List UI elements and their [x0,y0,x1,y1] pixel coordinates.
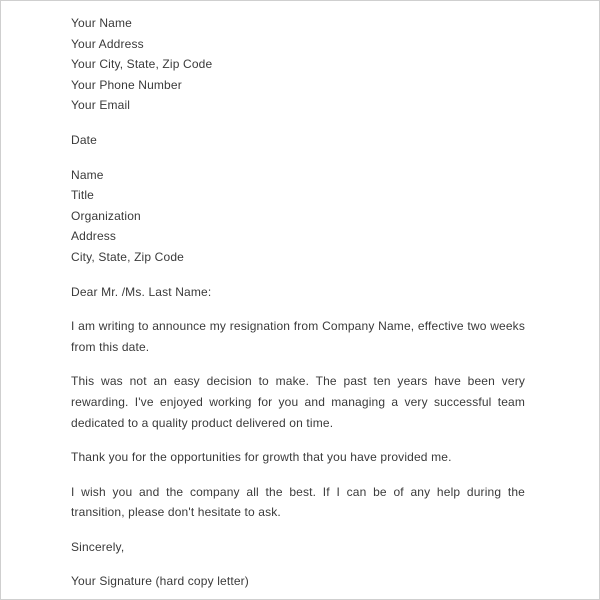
recipient-city-state-zip: City, State, Zip Code [71,249,184,264]
sender-address: Your Address [71,36,144,51]
recipient-address: Address [71,229,117,244]
recipient-name: Name [71,167,104,182]
body-paragraph-2: This was not an easy decision to make. The past ten years have been very rewarding. I've enjoyed working for you and managing a very successful team dedicated to a quality product delivered on time. [71,374,525,430]
recipient-title: Title [71,188,94,203]
date-block [71,130,525,151]
signature: Your Signature (hard copy letter) [71,574,249,589]
letter-date: Date [71,132,97,147]
sender-block [71,13,525,116]
resignation-letter [71,13,525,592]
salutation-block [71,282,525,303]
sender-phone: Your Phone Number [71,77,182,92]
body-paragraph-1: I am writing to announce my resignation from Company Name, effective two weeks from this date. [71,319,525,354]
closing: Sincerely, [71,539,125,554]
body-paragraph-3: Thank you for the opportunities for growth that you have provided me. [71,450,452,465]
recipient-organization: Organization [71,208,141,223]
recipient-block [71,165,525,268]
salutation: Dear Mr. /Ms. Last Name: [71,284,212,299]
body-paragraph-4: I wish you and the company all the best. If I can be of any help during the transition, please don't hesitate to ask. [71,484,525,520]
sender-email: Your Email [71,98,131,113]
sender-city-state-zip: Your City, State, Zip Code [71,57,213,72]
sender-name: Your Name [71,16,132,30]
